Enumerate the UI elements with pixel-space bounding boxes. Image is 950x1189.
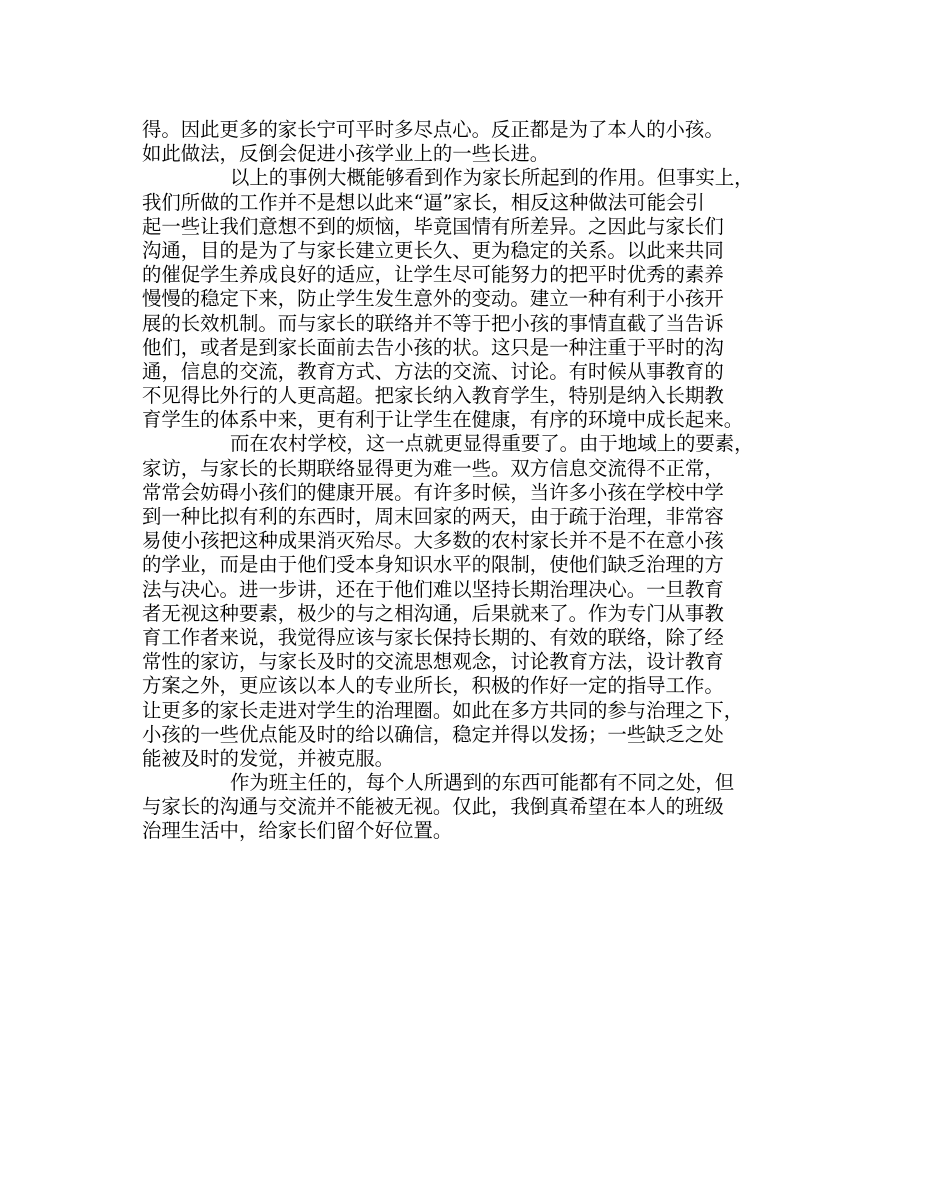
text-line: 法与决心。进一步讲，还在于他们难以坚持长期治理决心。一旦教育 — [142, 577, 724, 601]
text-line: 如此做法，反倒会促进小孩学业上的一些长进。 — [142, 142, 550, 166]
text-line: 常性的家访，与家长及时的交流思想观念，讨论教育方法，设计教育 — [142, 650, 724, 674]
paragraph-first-line: 而在农村学校，这一点就更显得重要了。由于地域上的要素， — [230, 432, 754, 456]
text-line: 得。因此更多的家长宁可平时多尽点心。反正都是为了本人的小孩。 — [142, 118, 724, 141]
text-line: 我们所做的工作并不是想以此来“逼”家长，相反这种做法可能会引 — [142, 190, 705, 214]
text-line: 家访，与家长的长期联络显得更为难一些。双方信息交流得不正常， — [142, 456, 724, 480]
text-line: 让更多的家长走进对学生的治理圈。如此在多方共同的参与治理之下， — [142, 698, 744, 722]
paragraph-first-line: 以上的事例大概能够看到作为家长所起到的作用。但事实上， — [230, 166, 754, 190]
paragraph-first-line: 作为班主任的，每个人所遇到的东西可能都有不同之处，但 — [230, 771, 735, 795]
text-line: 治理生活中，给家长们留个好位置。 — [142, 819, 453, 843]
document-body-text — [142, 118, 812, 844]
text-line: 沟通，目的是为了与家长建立更长久、更为稳定的关系。以此来共同 — [142, 238, 724, 262]
text-line: 常常会妨碍小孩们的健康开展。有许多时候，当许多小孩在学校中学 — [142, 480, 724, 504]
text-line: 方案之外，更应该以本人的专业所长，积极的作好一定的指导工作。 — [142, 674, 724, 698]
text-line: 展的长效机制。而与家长的联络并不等于把小孩的事情直截了当告诉 — [142, 311, 724, 335]
text-line: 者无视这种要素，极少的与之相沟通，后果就来了。作为专门从事教 — [142, 601, 724, 625]
text-line: 的催促学生养成良好的适应，让学生尽可能努力的把平时优秀的素养 — [142, 263, 724, 287]
text-line: 通，信息的交流，教育方式、方法的交流、讨论。有时候从事教育的 — [142, 359, 724, 383]
text-line: 不见得比外行的人更高超。把家长纳入教育学生，特别是纳入长期教 — [142, 384, 724, 408]
text-line: 他们，或者是到家长面前去告小孩的状。这只是一种注重于平时的沟 — [142, 335, 724, 359]
text-line: 能被及时的发觉，并被克服。 — [142, 746, 395, 770]
text-line: 起一些让我们意想不到的烦恼，毕竟国情有所差异。之因此与家长们 — [142, 214, 724, 238]
text-line: 小孩的一些优点能及时的给以确信，稳定并得以发扬；一些缺乏之处 — [142, 722, 724, 746]
text-line: 易使小孩把这种成果消灭殆尽。大多数的农村家长并不是不在意小孩 — [142, 529, 724, 553]
text-line: 育工作者来说，我觉得应该与家长保持长期的、有效的联络，除了经 — [142, 625, 724, 649]
text-line: 的学业，而是由于他们受本身知识水平的限制，使他们缺乏治理的方 — [142, 553, 724, 577]
text-line: 育学生的体系中来，更有利于让学生在健康，有序的环境中成长起来。 — [142, 408, 744, 432]
text-line: 慢慢的稳定下来，防止学生发生意外的变动。建立一种有利于小孩开 — [142, 287, 724, 311]
text-line: 与家长的沟通与交流并不能被无视。仅此，我倒真希望在本人的班级 — [142, 795, 724, 819]
text-line: 到一种比拟有利的东西时，周末回家的两天，由于疏于治理，非常容 — [142, 505, 724, 528]
